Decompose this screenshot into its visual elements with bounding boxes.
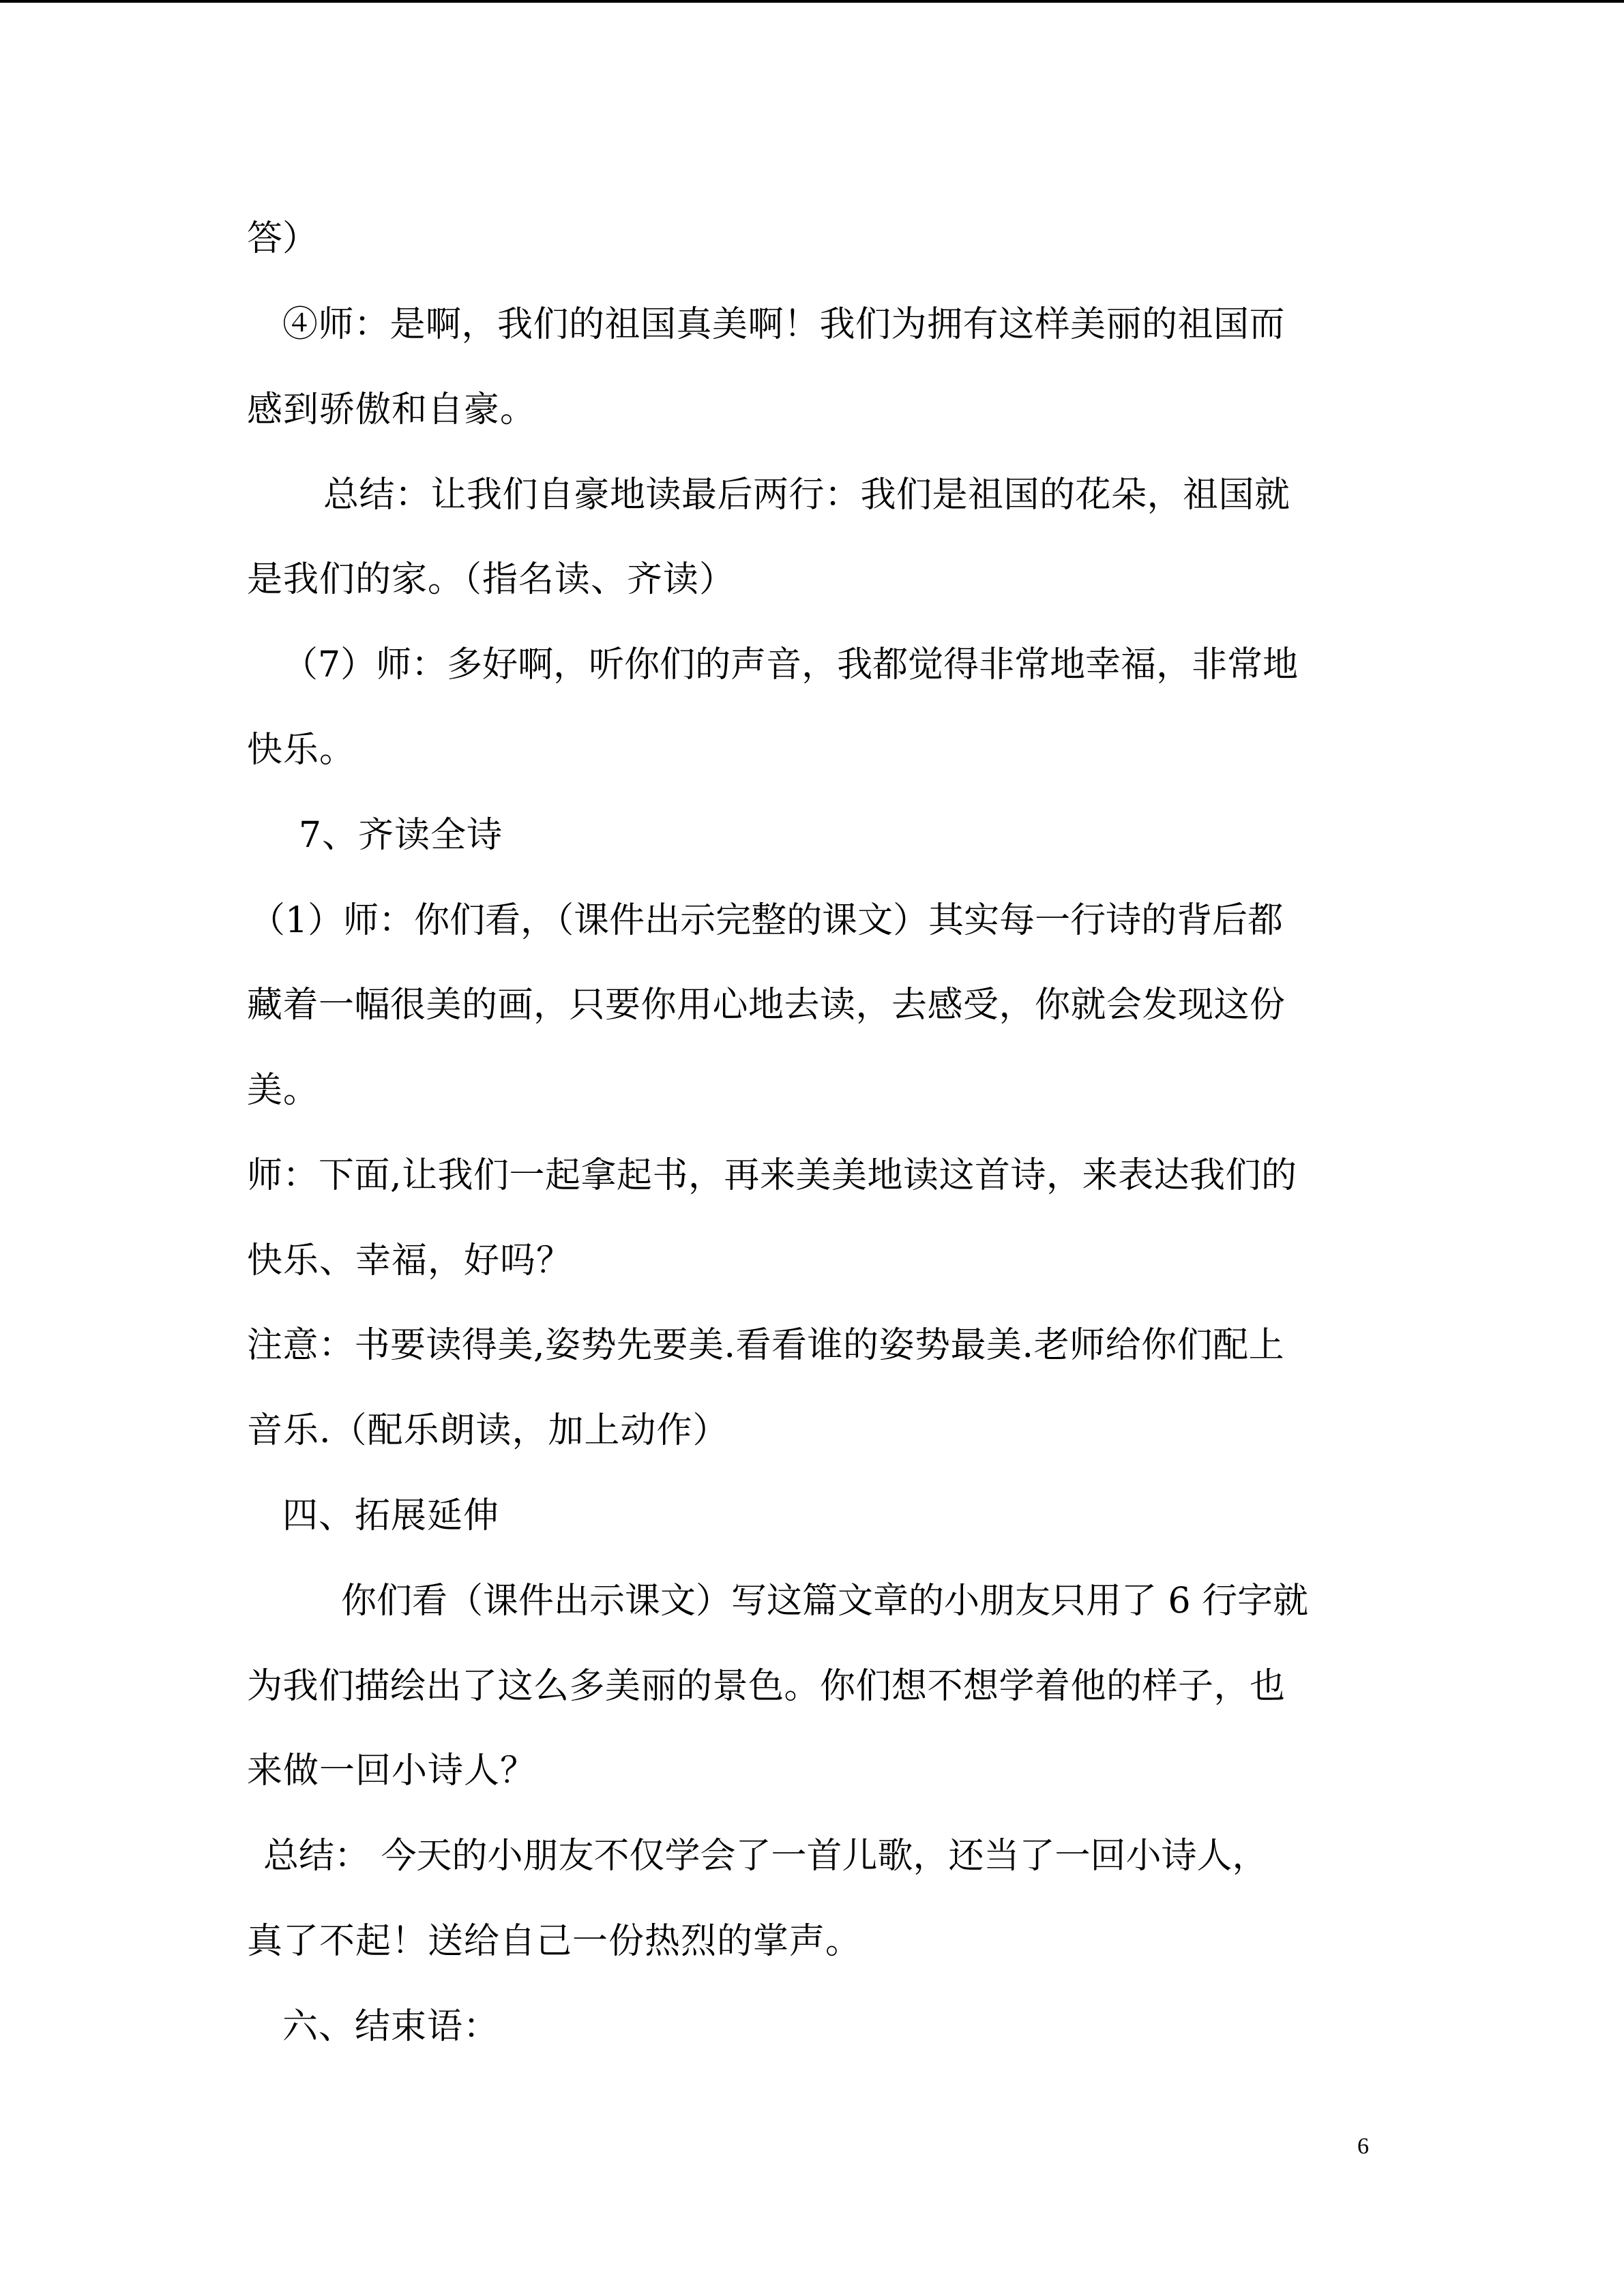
text-line-17: 你们看（课件出示课文）写这篇文章的小朋友只用了 6 行字就 [341,1581,1309,1622]
text-line-15: 音乐.（配乐朗读，加上动作） [247,1410,729,1451]
text-line-1: 答） [247,218,319,259]
text-line-20: 总结： 今天的小朋友不仅学会了一首儿歌，还当了一回小诗人， [263,1836,1268,1877]
top-border-line [0,0,1624,3]
text-line-18: 为我们描绘出了这么多美丽的景色。你们想不想学着他的样子，也 [247,1666,1286,1707]
text-line-14: 注意：书要读得美,姿势先要美.看看谁的姿势最美.老师给你们配上 [247,1325,1285,1366]
text-line-8: 7、齐读全诗 [299,815,503,856]
section-heading-closing: 六、结束语： [282,2006,500,2047]
text-line-11: 美。 [247,1070,320,1111]
text-line-13: 快乐、幸福，好吗？ [247,1240,573,1281]
text-line-9: （1）师：你们看，（课件出示完整的课文）其实每一行诗的背后都 [250,900,1284,941]
text-line-21: 真了不起！送给自己一份热烈的掌声。 [247,1921,862,1962]
text-line-3: 感到骄傲和自豪。 [247,389,537,430]
text-line-5: 是我们的家。（指名读、齐读） [247,559,736,600]
text-line-12: 师：下面,让我们一起拿起书，再来美美地读这首诗，来表达我们的 [247,1155,1297,1196]
text-line-10: 藏着一幅很美的画，只要你用心地去读，去感受，你就会发现这份 [247,985,1286,1026]
text-line-19: 来做一回小诗人？ [247,1750,537,1791]
text-line-7: 快乐。 [247,730,356,771]
text-line-6: （7）师：多好啊，听你们的声音，我都觉得非常地幸福，非常地 [282,644,1299,685]
text-line-2: ④师：是啊，我们的祖国真美啊！我们为拥有这样美丽的祖国而 [282,304,1286,345]
section-heading-extension: 四、拓展延伸 [282,1495,500,1536]
text-line-4: 总结：让我们自豪地读最后两行：我们是祖国的花朵，祖国就 [323,475,1290,516]
page-number: 6 [1357,2134,1369,2159]
